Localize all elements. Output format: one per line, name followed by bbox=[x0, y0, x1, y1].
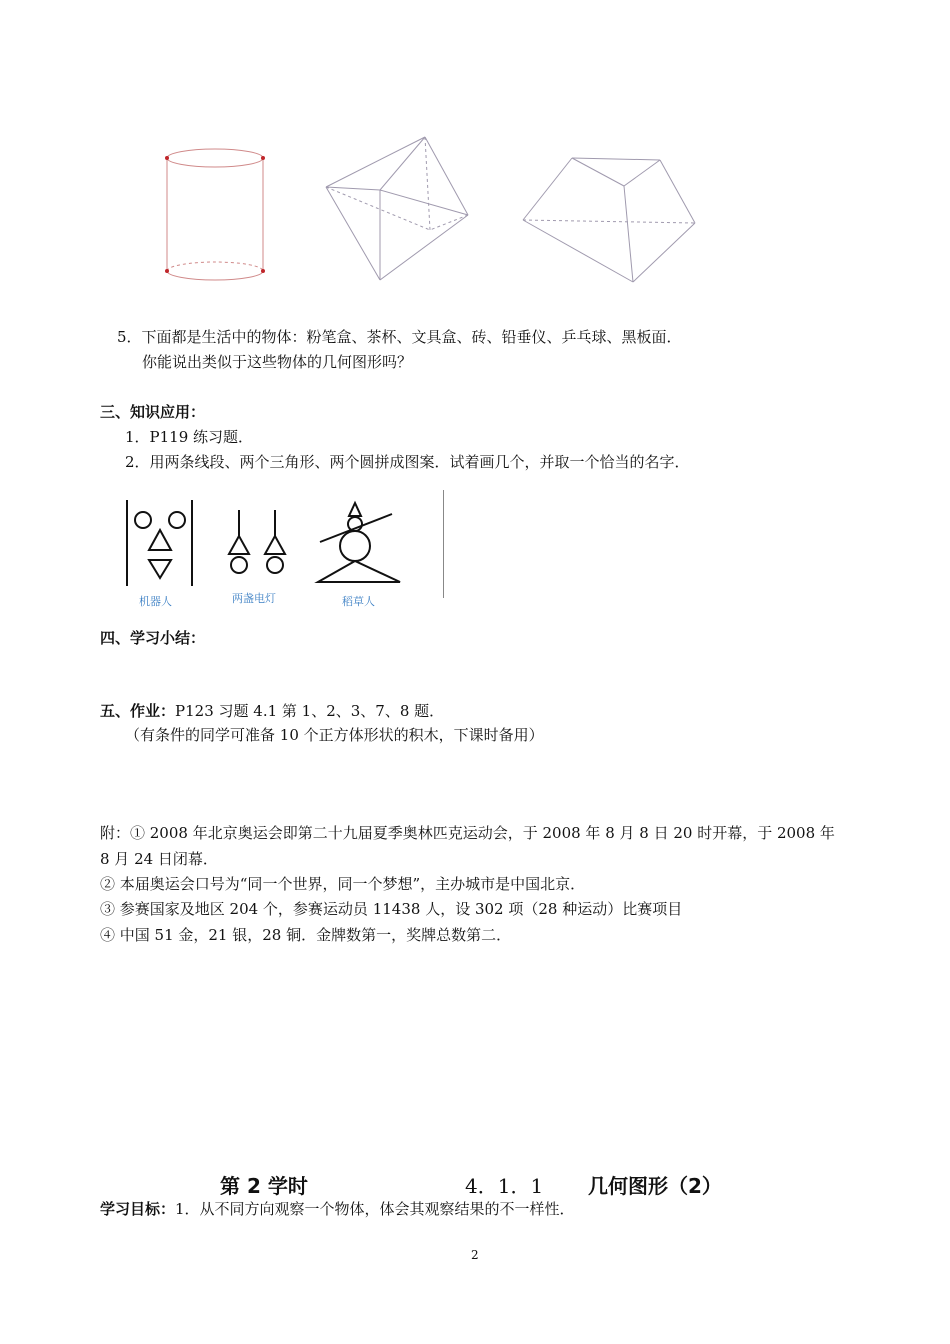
section-3-item-2: 2．用两条线段、两个三角形、两个圆拼成图案．试着画几个，并取一个恰当的名字． bbox=[125, 453, 690, 471]
appendix-line-1: 附：① 2008 年北京奥运会即第二十九届夏季奥林匹克运动会，于 2008 年 8 月 8 日 20 时开幕，于 2008 年 bbox=[100, 824, 835, 842]
caption-two-lamps: 两盏电灯 bbox=[232, 592, 276, 605]
lesson-title: 几何图形（2） bbox=[588, 1174, 722, 1198]
section-4-heading: 四、学习小结： bbox=[100, 629, 206, 647]
figure-divider bbox=[443, 490, 444, 598]
octahedron-figure bbox=[320, 130, 480, 290]
cylinder-figure bbox=[150, 140, 280, 290]
section-3-item-1: 1．P119 练习题． bbox=[125, 428, 254, 446]
lesson-number: 4．1．1 bbox=[465, 1174, 544, 1198]
page-number: 2 bbox=[471, 1248, 479, 1262]
section-5-note: （有条件的同学可准备 10 个正方体形状的积木，下课时备用） bbox=[125, 726, 544, 744]
section-5-line bbox=[100, 701, 444, 721]
pyramid-figure bbox=[518, 150, 703, 290]
learning-goal bbox=[100, 1199, 575, 1219]
question-5-line-2: 你能说出类似于这些物体的几何图形吗？ bbox=[142, 353, 413, 371]
caption-scarecrow: 稻草人 bbox=[342, 595, 375, 608]
question-5-line-1: 5．下面都是生活中的物体：粉笔盒、茶杯、文具盒、砖、铅垂仪、乒乓球、黑板面． bbox=[117, 328, 682, 346]
caption-robot: 机器人 bbox=[139, 595, 172, 608]
lesson-period: 第 2 学时 bbox=[220, 1174, 308, 1198]
learning-goal-text: 1．从不同方向观察一个物体，体会其观察结果的不一样性． bbox=[175, 1200, 575, 1218]
scarecrow-pattern bbox=[315, 500, 410, 588]
two-lamps-pattern bbox=[222, 508, 292, 578]
appendix-line-2: 8 月 24 日闭幕． bbox=[100, 850, 218, 868]
robot-pattern bbox=[120, 498, 200, 590]
appendix-line-5: ④ 中国 51 金，21 银，28 铜．金牌数第一，奖牌总数第二． bbox=[100, 926, 512, 944]
section-5-text: P123 习题 4.1 第 1、2、3、7、8 题． bbox=[175, 702, 445, 720]
section-3-heading: 三、知识应用： bbox=[100, 403, 206, 421]
section-5-heading: 五、作业： bbox=[100, 702, 176, 720]
learning-goal-label: 学习目标： bbox=[100, 1200, 176, 1218]
appendix-line-3: ② 本届奥运会口号为“同一个世界，同一个梦想”，主办城市是中国北京． bbox=[100, 875, 586, 893]
appendix-line-4: ③ 参赛国家及地区 204 个，参赛运动员 11438 人，设 302 项（28 种运动）比赛项目 bbox=[100, 900, 683, 918]
